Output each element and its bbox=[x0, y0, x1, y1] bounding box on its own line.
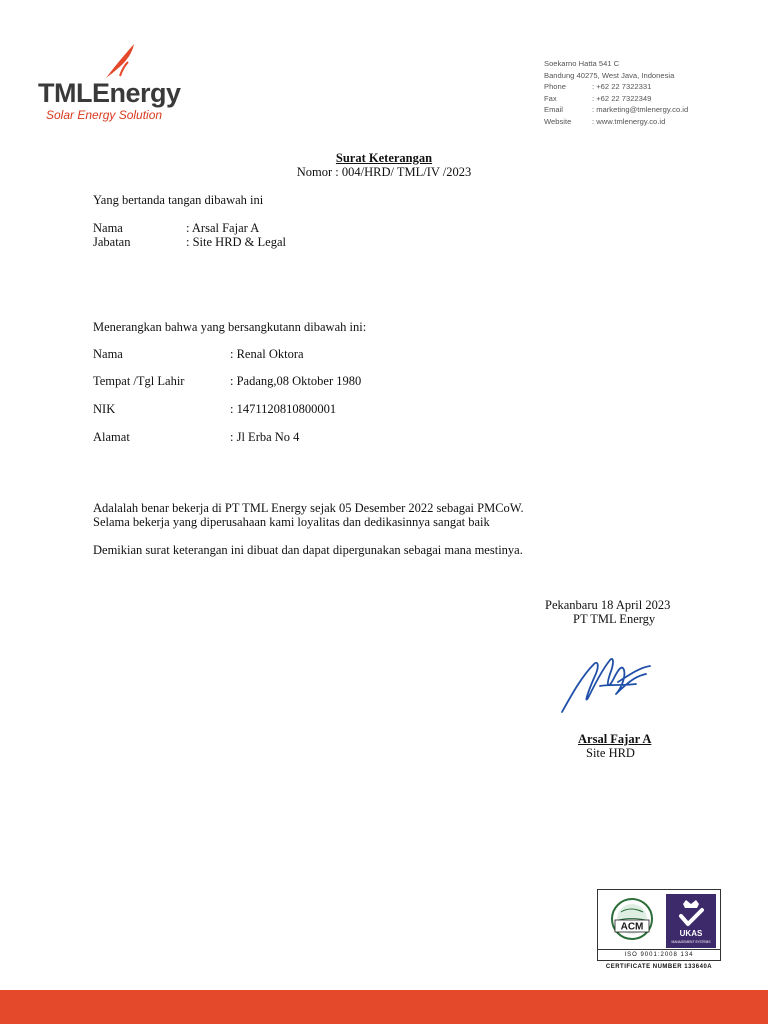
statement-text: Menerangkan bahwa yang bersangkutann dibawah ini: bbox=[93, 320, 367, 334]
employment-paragraph-line: Selama bekerja yang diperusahaan kami loyalitas dan dedikasinnya sangat baik bbox=[93, 515, 490, 529]
contact-label: Phone bbox=[544, 82, 566, 92]
field-label: Jabatan bbox=[93, 235, 131, 249]
svg-text:ACM: ACM bbox=[620, 921, 644, 933]
footer-brand-bar bbox=[0, 990, 768, 1024]
contact-label: Fax bbox=[544, 93, 557, 103]
signer-role: Site HRD bbox=[586, 746, 635, 760]
acm-logo-icon bbox=[601, 894, 663, 948]
contact-row-phone bbox=[544, 81, 688, 93]
closing-text: Demikian surat keterangan ini dibuat dan dapat dipergunakan sebagai mana mestinya. bbox=[93, 543, 523, 557]
address-line: Soekarno Hatta 541 C bbox=[544, 59, 620, 68]
svg-text:UKAS: UKAS bbox=[679, 929, 703, 938]
contact-label: Website bbox=[544, 116, 572, 126]
signer-name: Arsal Fajar A bbox=[578, 732, 652, 746]
contact-value: : +62 22 7322331 bbox=[592, 82, 652, 92]
field-label: Alamat bbox=[93, 430, 130, 444]
company-name: PT TML Energy bbox=[573, 612, 656, 626]
field-value: : Arsal Fajar A bbox=[186, 221, 260, 235]
contact-row-email bbox=[544, 104, 688, 116]
contact-row-website bbox=[544, 116, 688, 128]
ukas-logo-icon bbox=[666, 894, 716, 948]
contact-value: : www.tmlenergy.co.id bbox=[592, 116, 666, 126]
field-value: : 1471120810800001 bbox=[230, 402, 337, 416]
letter-title: Surat Keterangan bbox=[335, 151, 433, 165]
field-label: Nama bbox=[93, 347, 123, 361]
intro-text: Yang bertanda tangan dibawah ini bbox=[93, 193, 264, 207]
contact-value: : +62 22 7322349 bbox=[592, 93, 652, 103]
field-label: Tempat /Tgl Lahir bbox=[93, 374, 185, 388]
svg-text:MANAGEMENT SYSTEMS: MANAGEMENT SYSTEMS bbox=[671, 940, 711, 944]
field-label: NIK bbox=[93, 402, 116, 416]
brand-tagline: Solar Energy Solution bbox=[46, 108, 163, 122]
handwritten-signature bbox=[558, 646, 658, 723]
field-value: : Renal Oktora bbox=[230, 347, 304, 361]
field-label: Nama bbox=[93, 221, 123, 235]
address-line: Bandung 40275, West Java, Indonesia bbox=[544, 70, 675, 80]
field-value: : Jl Erba No 4 bbox=[230, 430, 300, 444]
field-value: : Site HRD & Legal bbox=[186, 235, 286, 249]
contact-label: Email bbox=[544, 105, 563, 115]
employment-paragraph-line: Adalalah benar bekerja di PT TML Energy sejak 05 Desember 2022 sebagai PMCoW. bbox=[93, 501, 524, 515]
company-contact-block bbox=[544, 58, 688, 128]
certificate-number: CERTIFICATE NUMBER 133640A bbox=[605, 964, 713, 970]
iso-standard-label: ISO 9001:2008 134 bbox=[598, 949, 720, 960]
contact-row-fax bbox=[544, 93, 688, 105]
letter-number: Nomor : 004/HRD/ TML/IV /2023 bbox=[296, 165, 472, 179]
place-date: Pekanbaru 18 April 2023 bbox=[545, 598, 671, 612]
certification-badge bbox=[597, 889, 721, 961]
field-value: : Padang,08 Oktober 1980 bbox=[230, 374, 362, 388]
contact-value: : marketing@tmlenergy.co.id bbox=[592, 105, 689, 115]
brand-logo-text: TMLEnergy bbox=[38, 78, 181, 108]
